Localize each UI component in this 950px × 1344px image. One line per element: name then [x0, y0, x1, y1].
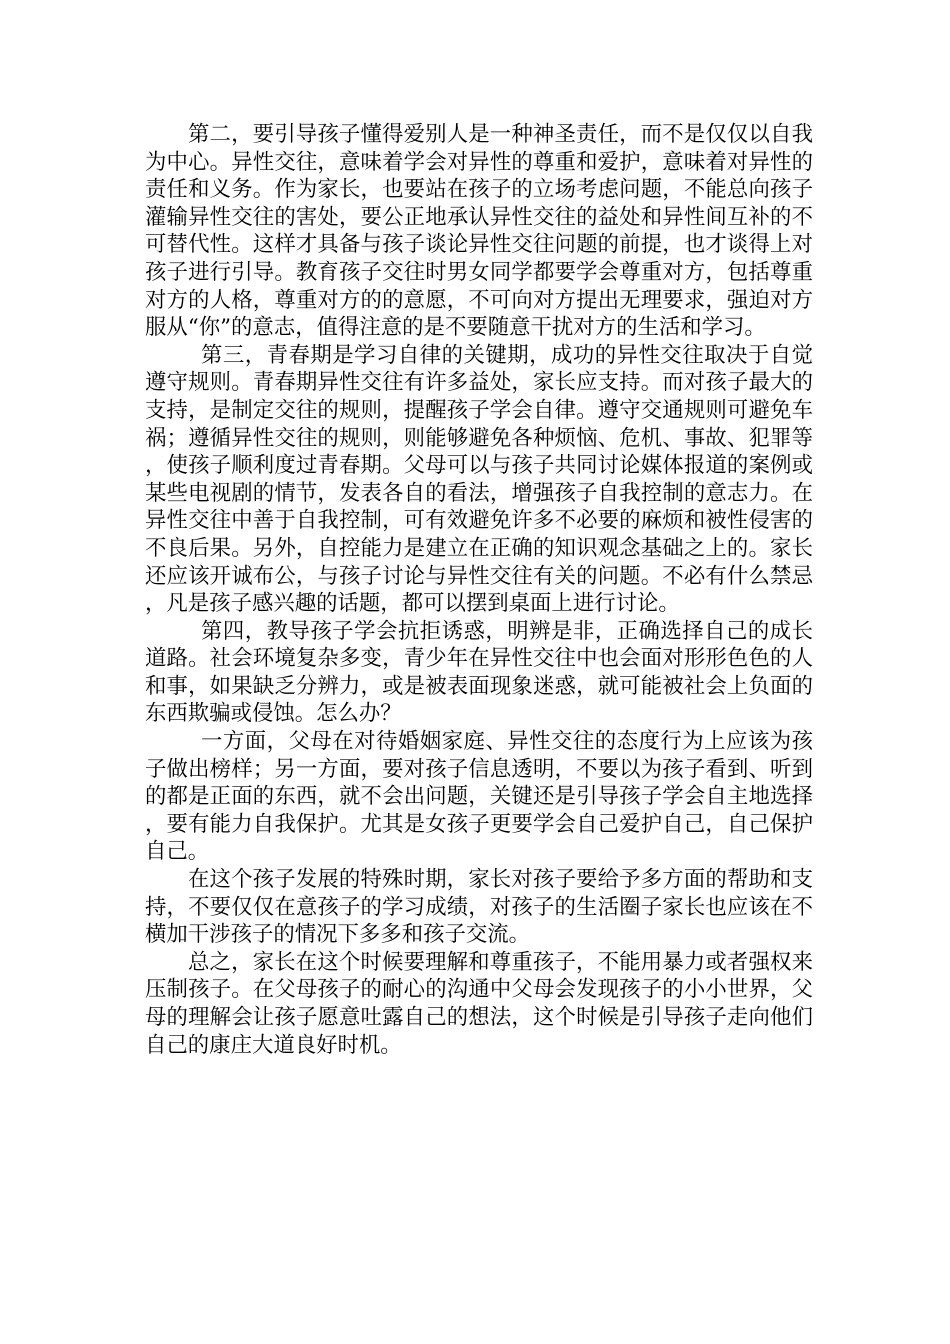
- paragraph-second-point: 第二，要引导孩子懂得爱别人是一种神圣责任，而不是仅仅以自我为中心。异性交往，意味着学会对异性的尊重和爱护，意味着对异性的责任和义务。作为家长，也要站在孩子的立场考虑问题，不能总向孩子灌输异性交往的害处，要公正地承认异性交往的益处和异性间互补的不可替代性。这样才具备与孩子谈论异性交往问题的前提，也才谈得上对孩子进行引导。教育孩子交往时男女同学都要学会尊重对方，包括尊重对方的人格，尊重对方的的意愿，不可向对方提出无理要求，强迫对方服从“你”的意志，值得注意的是不要随意干扰对方的生活和学习。: [145, 122, 813, 341]
- paragraph-on-one-hand: 一方面，父母在对待婚姻家庭、异性交往的态度行为上应该为孩子做出榜样；另一方面，要对孩子信息透明，不要以为孩子看到、听到的都是正面的东西，就不会出问题，关键还是引导孩子学会自主地选择，要有能力自我保护。尤其是女孩子更要学会自己爱护自己，自己保护自己。: [145, 729, 813, 865]
- document-body: [145, 121, 813, 1059]
- paragraph-third-point: 第三，青春期是学习自律的关键期，成功的异性交往取决于自觉遵守规则。青春期异性交往有许多益处，家长应支持。而对孩子最大的支持，是制定交往的规则，提醒孩子学会自律。遵守交通规则可避免车祸；遵循异性交往的规则，则能够避免各种烦恼、危机、事故、犯罪等，使孩子顺利度过青春期。父母可以与孩子共同讨论媒体报道的案例或某些电视剧的情节，发表各自的看法，增强孩子自我控制的意志力。在异性交往中善于自我控制，可有效避免许多不必要的麻烦和被性侵害的不良后果。另外，自控能力是建立在正确的知识观念基础之上的。家长还应该开诚布公，与孩子讨论与异性交往有关的问题。不必有什么禁忌，凡是孩子感兴趣的话题，都可以摆到桌面上进行讨论。: [145, 342, 813, 617]
- paragraph-special-period: 在这个孩子发展的特殊时期，家长对孩子要给予多方面的帮助和支持，不要仅仅在意孩子的学习成绩，对孩子的生活圈子家长也应该在不横加干涉孩子的情况下多多和孩子交流。: [145, 867, 813, 948]
- paragraph-fourth-point: 第四，教导孩子学会抗拒诱惑，明辨是非，正确选择自己的成长道路。社会环境复杂多变，青少年在异性交往中也会面对形形色色的人和事，如果缺乏分辨力，或是被表面现象迷惑，就可能被社会上负面的东西欺骗或侵蚀。怎么办？: [145, 618, 813, 727]
- paragraph-conclusion: 总之，家长在这个时候要理解和尊重孩子，不能用暴力或者强权来压制孩子。在父母孩子的耐心的沟通中父母会发现孩子的小小世界，父母的理解会让孩子愿意吐露自己的想法，这个时候是引导孩子走向他们自己的康庄大道良好时机。: [145, 949, 813, 1058]
